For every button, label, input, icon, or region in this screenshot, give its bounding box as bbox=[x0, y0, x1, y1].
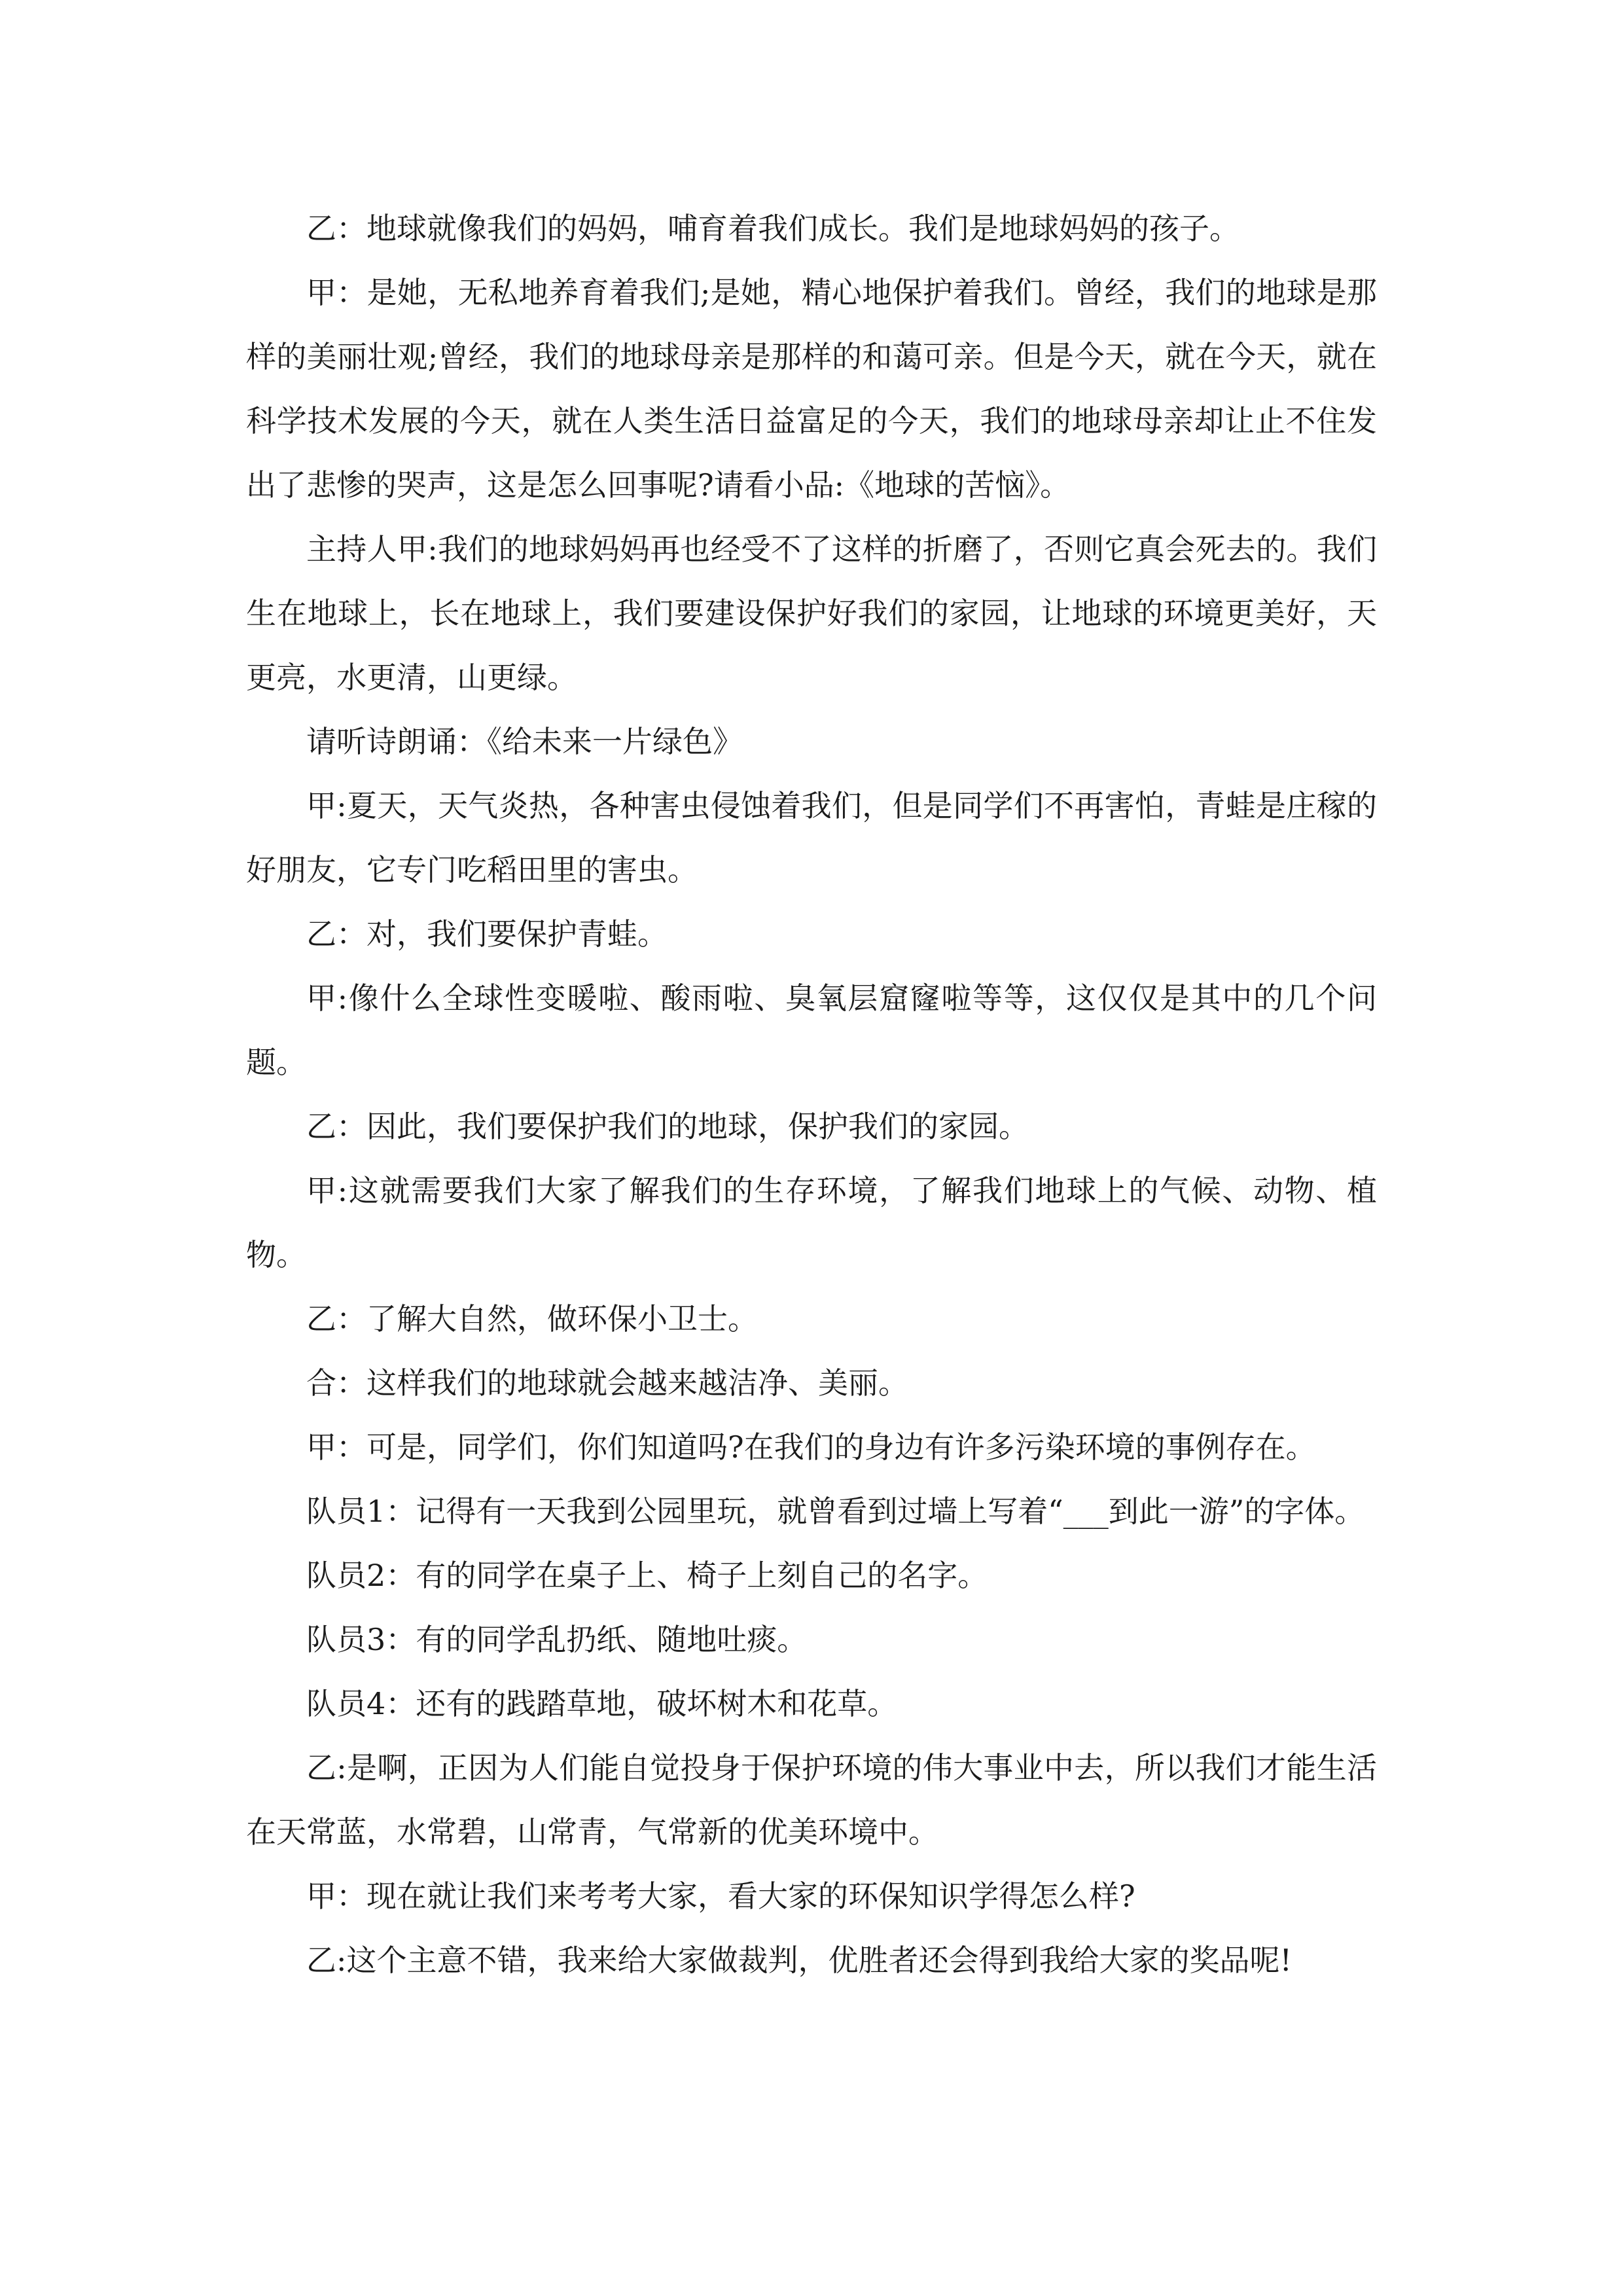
paragraph: 乙：地球就像我们的妈妈，哺育着我们成长。我们是地球妈妈的孩子。 bbox=[306, 211, 1240, 246]
document-body bbox=[246, 196, 1377, 1992]
paragraph: 甲：现在就让我们来考考大家，看大家的环保知识学得怎么样? bbox=[306, 1878, 1135, 1914]
paragraph: 主持人甲:我们的地球妈妈再也经受不了这样的折磨了，否则它真会死去的。我们生在地球上，长在地球上，我们要建设保护好我们的家园，让地球的环境更美好，天更亮，水更清，山更绿。 bbox=[246, 531, 1377, 695]
paragraph: 乙：因此，我们要保护我们的地球，保护我们的家园。 bbox=[306, 1109, 1029, 1144]
paragraph: 乙：对，我们要保护青蛙。 bbox=[306, 916, 668, 952]
paragraph: 甲:夏天，天气炎热，各种害虫侵蚀着我们，但是同学们不再害怕，青蛙是庄稼的好朋友，它专门吃稻田里的害虫。 bbox=[246, 788, 1377, 888]
paragraph: 队员3：有的同学乱扔纸、随地吐痰。 bbox=[306, 1622, 808, 1657]
paragraph: 乙：了解大自然，做环保小卫士。 bbox=[306, 1301, 758, 1336]
paragraph: 队员2：有的同学在桌子上、椅子上刻自己的名字。 bbox=[306, 1558, 988, 1593]
paragraph: 甲:这就需要我们大家了解我们的生存环境，了解我们地球上的气候、动物、植物。 bbox=[246, 1173, 1377, 1272]
paragraph: 请听诗朗诵：《给未来一片绿色》 bbox=[306, 724, 743, 759]
paragraph: 甲：可是，同学们，你们知道吗?在我们的身边有许多污染环境的事例存在。 bbox=[306, 1429, 1316, 1465]
paragraph: 乙:这个主意不错，我来给大家做裁判，优胜者还会得到我给大家的奖品呢! bbox=[306, 1943, 1292, 1978]
paragraph: 队员4：还有的践踏草地，破坏树木和花草。 bbox=[306, 1686, 898, 1721]
paragraph: 甲：是她，无私地养育着我们;是她，精心地保护着我们。曾经，我们的地球是那样的美丽壮观;曾经，我们的地球母亲是那样的和蔼可亲。但是今天，就在今天，就在科学技术发展的今天，就在人类生活日益富足的今天，我们的地球母亲却让止不住发出了悲惨的哭声，这是怎么回事呢?请看小品:《地球的苦恼》。 bbox=[246, 275, 1377, 503]
paragraph: 合：这样我们的地球就会越来越洁净、美丽。 bbox=[306, 1365, 908, 1401]
paragraph: 甲:像什么全球性变暖啦、酸雨啦、臭氧层窟窿啦等等，这仅仅是其中的几个问题。 bbox=[246, 980, 1377, 1080]
paragraph: 队员1：记得有一天我到公园里玩，就曾看到过墙上写着“___到此一游”的字体。 bbox=[306, 1494, 1365, 1529]
paragraph: 乙:是啊，正因为人们能自觉投身于保护环境的伟大事业中去，所以我们才能生活在天常蓝，水常碧，山常青，气常新的优美环境中。 bbox=[246, 1750, 1377, 1850]
